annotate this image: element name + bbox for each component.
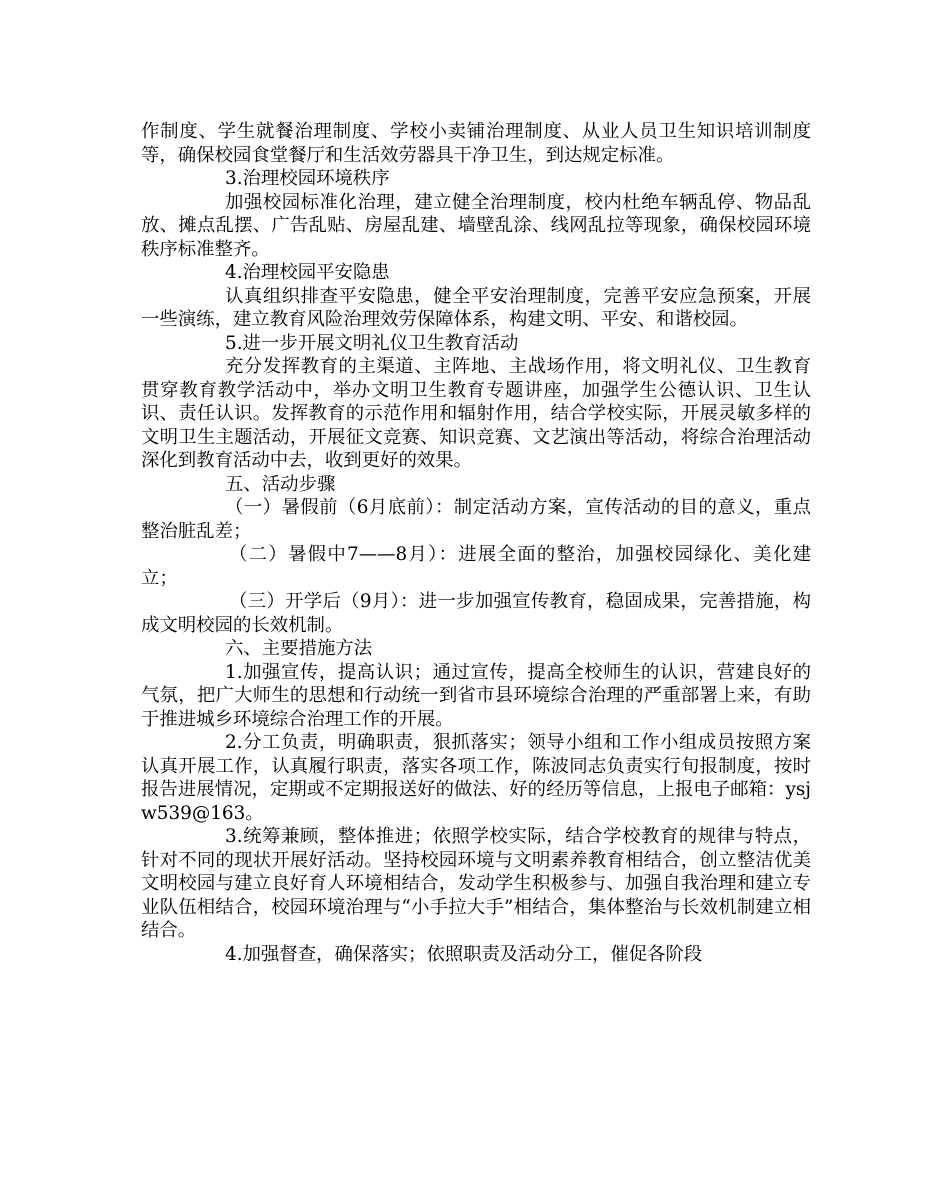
paragraph: 2.分工负责，明确职责，狠抓落实；领导小组和工作小组成员按照方案认真开展工作，认真履行职责，落实各项工作，陈波同志负责实行旬报制度，按时报告进展情况，定期或不定期报送好的做法、好的经历等信息，上报电子邮箱：ysjw539@163。 [141,732,811,824]
paragraph: 4.加强督查，确保落实；依照职责及活动分工，催促各阶段 [225,943,703,965]
section-heading: 五、活动步骤 [225,473,336,495]
paragraph: 加强校园标准化治理，建立健全治理制度，校内杜绝车辆乱停、物品乱放、摊点乱摆、广告乱贴、房屋乱建、墙壁乱涂、线网乱拉等现象，确保校园环境秩序标准整齐。 [141,191,811,260]
section-heading: 六、主要措施方法 [225,638,373,659]
paragraph: 作制度、学生就餐治理制度、学校小卖铺治理制度、从业人员卫生知识培训制度等，确保校园食堂餐厅和生活效劳器具干净卫生，到达规定标准。 [141,121,811,166]
paragraph: （二）暑假中7——8月）：进展全面的整治，加强校园绿化、美化建立； [141,544,811,589]
document-page [141,120,811,966]
paragraph: 1.加强宣传，提高认识；通过宣传，提高全校师生的认识，营建良好的气氛，把广大师生的思想和行动统一到省市县环境综合治理的严重部署上来，有助于推进城乡环境综合治理工作的开展。 [141,661,811,730]
paragraph: 3.统筹兼顾，整体推进；依照学校实际，结合学校教育的规律与特点，针对不同的现状开展好活动。坚持校园环境与文明素养教育相结合，创立整洁优美文明校园与建立良好育人环境相结合，发动学生积极参与、加强自我治理和建立专业队伍相结合，校园环境治理与“小手拉大手”相结合，集体整治与长效机制建立相结合。 [141,826,811,941]
paragraph: 充分发挥教育的主渠道、主阵地、主战场作用，将文明礼仪、卫生教育贯穿教育教学活动中，举办文明卫生教育专题讲座，加强学生公德认识、卫生认识、责任认识。发挥教育的示范作用和辐射作用，结合学校实际，开展灵敏多样的文明卫生主题活动，开展征文竞赛、知识竞赛、文艺演出等活动，将综合治理活动深化到教育活动中去，收到更好的效果。 [141,356,811,471]
paragraph: （一）暑假前（6月底前）：制定活动方案，宣传活动的目的意义，重点整治脏乱差； [141,497,811,542]
section-heading: 5.进一步开展文明礼仪卫生教育活动 [225,332,519,354]
paragraph: 认真组织排查平安隐患，健全平安治理制度，完善平安应急预案，开展一些演练，建立教育风险治理效劳保障体系，构建文明、平安、和谐校园。 [141,285,811,330]
paragraph: （三）开学后（9月）：进一步加强宣传教育，稳固成果，完善措施，构成文明校园的长效机制。 [141,591,811,636]
section-heading: 3.治理校园环境秩序 [225,168,390,189]
section-heading: 4.治理校园平安隐患 [225,262,390,283]
